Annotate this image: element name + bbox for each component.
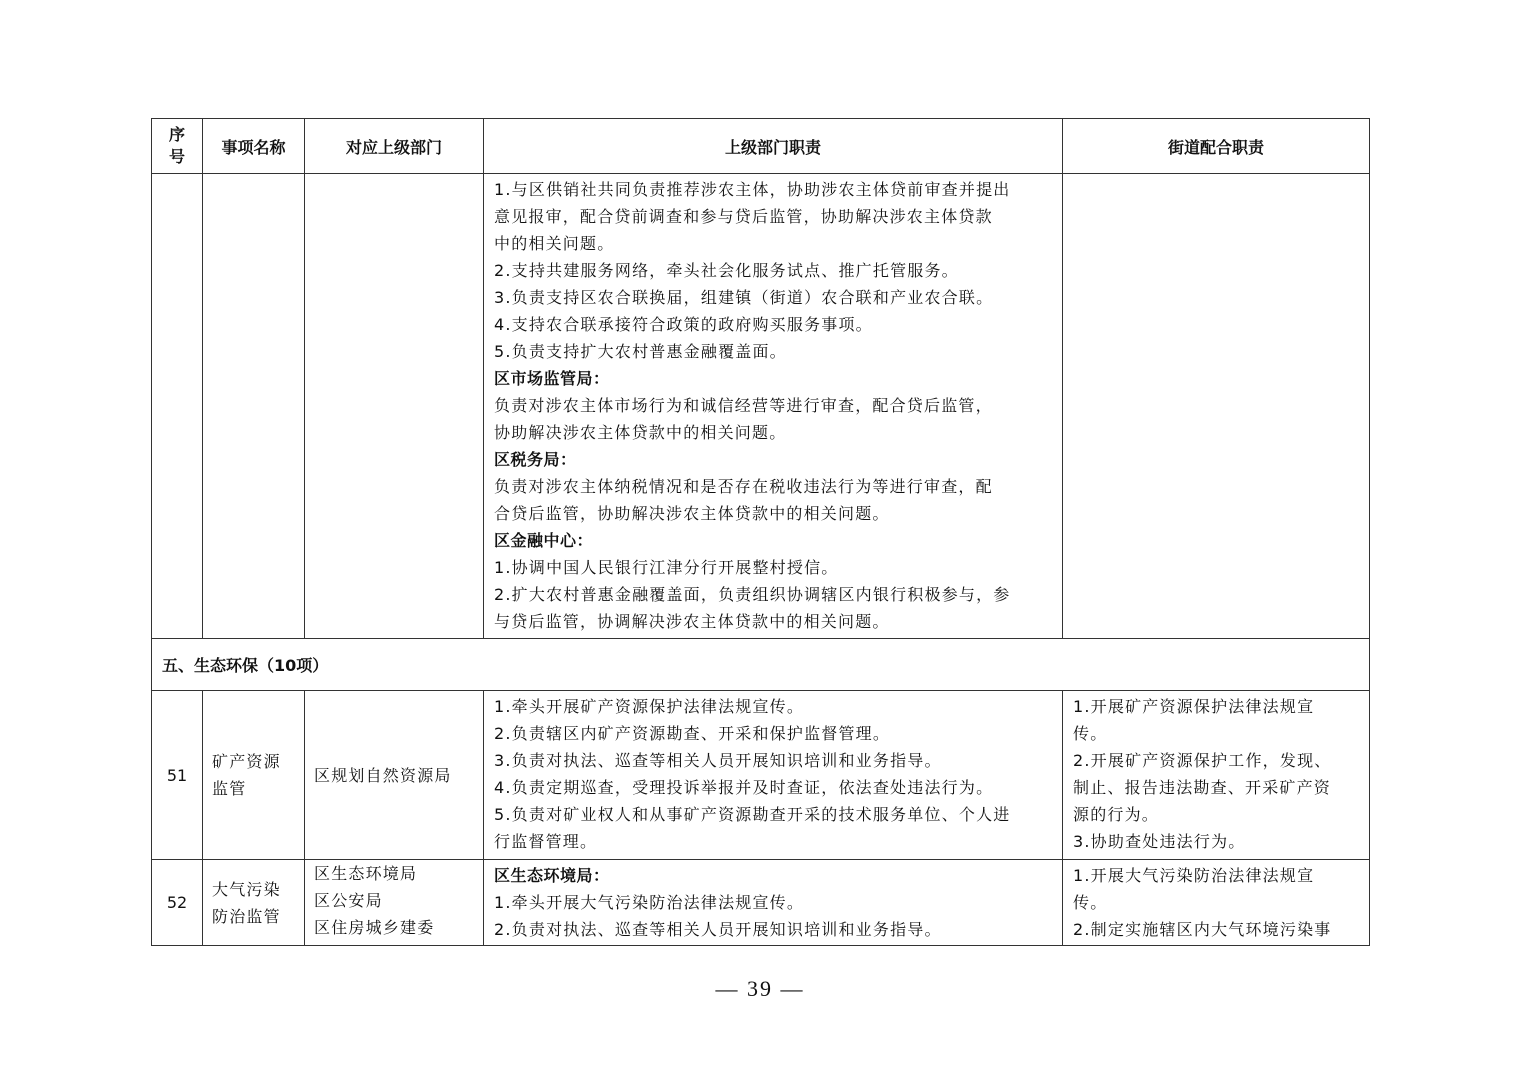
text-line: 1.开展矿产资源保护法律法规宣 <box>1073 697 1315 716</box>
text-line: 2.负责辖区内矿产资源勘查、开采和保护监督管理。 <box>494 724 891 743</box>
header-seq: 序号 <box>152 119 203 174</box>
text-line: 合贷后监管，协助解决涉农主体贷款中的相关问题。 <box>494 504 890 523</box>
text-line: 1.与区供销社共同负责推荐涉农主体，协助涉农主体贷前审查并提出 <box>494 180 1011 199</box>
text-line: 区住房城乡建委 <box>314 918 435 937</box>
cell-street-duty <box>1063 691 1370 860</box>
text-line: 2.负责对执法、巡查等相关人员开展知识培训和业务指导。 <box>494 920 942 939</box>
cell-item-name <box>203 860 305 946</box>
text-line: 协助解决涉农主体贷款中的相关问题。 <box>494 423 787 442</box>
text-line: 传。 <box>1073 724 1108 743</box>
text-line: 源的行为。 <box>1073 805 1160 824</box>
table-row <box>152 860 1370 946</box>
text-line: 1.协调中国人民银行江津分行开展整村授信。 <box>494 558 839 577</box>
text-line: 大气污染 <box>212 879 281 899</box>
cell-street-duty <box>1063 860 1370 946</box>
cell-dept <box>305 691 484 860</box>
cell-seq-empty <box>152 174 203 639</box>
section-row <box>152 639 1370 691</box>
text-line: 2.制定实施辖区内大气环境污染事 <box>1073 920 1332 939</box>
text-line: 意见报审，配合贷前调查和参与贷后监管，协助解决涉农主体贷款 <box>494 207 993 226</box>
page-number: — 39 — <box>715 976 805 1001</box>
text-line: 监管 <box>212 779 247 798</box>
table-header-row <box>152 119 1370 174</box>
cell-duty-continued <box>484 174 1063 639</box>
text-line: 传。 <box>1073 893 1108 912</box>
text-line: 防治监管 <box>212 906 281 926</box>
header-superior-duty: 上级部门职责 <box>484 119 1063 174</box>
table-row <box>152 691 1370 860</box>
text-line: 2.支持共建服务网络，牵头社会化服务试点、推广托管服务。 <box>494 261 959 280</box>
cell-dept-empty <box>305 174 484 639</box>
cell-dept <box>305 860 484 946</box>
text-line: 1.开展大气污染防治法律法规宣 <box>1073 866 1315 885</box>
text-line: 5.负责支持扩大农村普惠金融覆盖面。 <box>494 342 787 361</box>
dept-heading-line: 区生态环境局： <box>494 866 610 885</box>
header-street-duty: 街道配合职责 <box>1063 119 1370 174</box>
dept-heading-line: 区市场监管局： <box>494 369 610 388</box>
text-line: 3.负责对执法、巡查等相关人员开展知识培训和业务指导。 <box>494 751 942 770</box>
text-line: 2.开展矿产资源保护工作，发现、 <box>1073 751 1332 770</box>
cell-seq: 52 <box>152 860 203 946</box>
dept-heading-line: 区税务局： <box>494 450 577 469</box>
text-line: 负责对涉农主体市场行为和诚信经营等进行审查，配合贷后监管， <box>494 396 993 415</box>
text-line: 制止、报告违法勘查、开采矿产资 <box>1073 778 1332 797</box>
responsibility-table <box>151 118 1370 946</box>
text-line: 4.负责定期巡查，受理投诉举报并及时查证，依法查处违法行为。 <box>494 778 994 797</box>
header-item-name: 事项名称 <box>203 119 305 174</box>
text-line: 3.负责支持区农合联换届，组建镇（街道）农合联和产业农合联。 <box>494 288 994 307</box>
cell-item-name <box>203 691 305 860</box>
text-line: 中的相关问题。 <box>494 234 615 253</box>
text-line: 4.支持农合联承接符合政策的政府购买服务事项。 <box>494 315 873 334</box>
cell-duty <box>484 691 1063 860</box>
cell-duty <box>484 860 1063 946</box>
text-line: 区生态环境局 <box>314 864 418 883</box>
table-row-continued <box>152 174 1370 639</box>
cell-street-empty <box>1063 174 1370 639</box>
text-line: 区规划自然资源局 <box>314 765 452 785</box>
text-line: 2.扩大农村普惠金融覆盖面，负责组织协调辖区内银行积极参与，参 <box>494 585 1011 604</box>
text-line: 负责对涉农主体纳税情况和是否存在税收违法行为等进行审查，配 <box>494 477 993 496</box>
section-title: 五、生态环保（10项） <box>152 639 1370 691</box>
header-superior-dept: 对应上级部门 <box>305 119 484 174</box>
text-line: 行监督管理。 <box>494 832 598 851</box>
text-line: 1.牵头开展大气污染防治法律法规宣传。 <box>494 893 805 912</box>
dept-heading-line: 区金融中心： <box>494 531 594 550</box>
text-line: 5.负责对矿业权人和从事矿产资源勘查开采的技术服务单位、个人进 <box>494 805 1011 824</box>
text-line: 区公安局 <box>314 891 383 910</box>
cell-name-empty <box>203 174 305 639</box>
text-line: 3.协助查处违法行为。 <box>1073 832 1246 851</box>
text-line: 与贷后监管，协调解决涉农主体贷款中的相关问题。 <box>494 612 890 631</box>
cell-seq: 51 <box>152 691 203 860</box>
text-line: 矿产资源 <box>212 752 281 771</box>
text-line: 1.牵头开展矿产资源保护法律法规宣传。 <box>494 697 805 716</box>
